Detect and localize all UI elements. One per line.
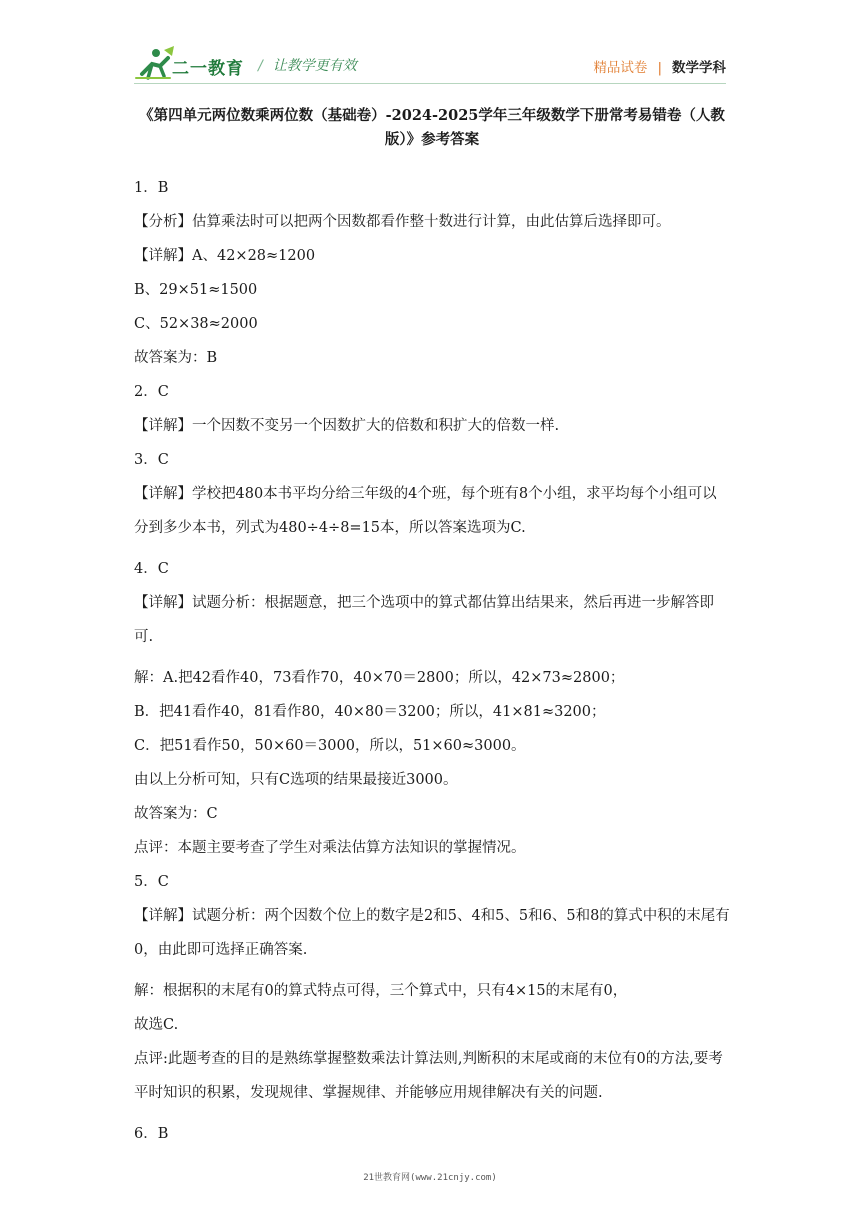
answer-line: 由以上分析可知，只有C选项的结果最接近3000。 (134, 772, 458, 788)
answer-line: 【详解】A、42×28≈1200 (134, 248, 316, 264)
answer-line: 4．C (134, 561, 169, 577)
logo-text: 二一教育 (172, 59, 244, 79)
answer-line: 【详解】一个因数不变另一个因数扩大的倍数和积扩大的倍数一样. (134, 418, 560, 434)
answer-line: 5．C (134, 874, 169, 890)
answer-line: 点评：本题主要考查了学生对乘法估算方法知识的掌握情况。 (134, 840, 526, 856)
slogan-text: 让教学更有效 (272, 58, 357, 74)
answer-line: C．把51看作50，50×60＝3000，所以，51×60≈3000。 (134, 738, 526, 754)
page-footer: 21世教育网(www.21cnjy.com) (363, 1173, 497, 1183)
answer-line: 1．B (134, 180, 169, 196)
answer-line: 3．C (134, 452, 169, 468)
answer-line: 故选C. (134, 1017, 179, 1033)
document-title: 《第四单元两位数乘两位数（基础卷）-2024-2025学年三年级数学下册常考易错卷（人教版）》参考答案 (139, 107, 725, 148)
answer-line: 【详解】学校把480本书平均分给三年级的4个班，每个班有8个小组，求平均每个小组可以分到多少本书，列式为480÷4÷8=15本，所以答案选项为C. (134, 486, 717, 536)
subject-label: 数学学科 (672, 60, 726, 76)
page-header (0, 0, 860, 86)
answer-line: B、29×51≈1500 (134, 282, 258, 298)
header-divider (134, 83, 726, 84)
answer-line: C、52×38≈2000 (134, 316, 258, 332)
answer-line: 解：根据积的末尾有0的算式特点可得，三个算式中，只有4×15的末尾有0， (134, 983, 628, 999)
answer-line: 点评:此题考查的目的是熟练掌握整数乘法计算法则,判断积的末尾或商的末位有0的方法,要考平时知识的积累，发现规律、掌握规律、并能够应用规律解决有关的问题. (134, 1051, 723, 1101)
answer-line: 故答案为：B (134, 350, 218, 366)
answer-body (134, 178, 730, 1158)
answer-line: 【分析】估算乘法时可以把两个因数都看作整十数进行计算，由此估算后选择即可。 (134, 214, 671, 230)
header-tags (593, 56, 726, 76)
answer-line: 2．C (134, 384, 169, 400)
slogan: / 让教学更有效 (258, 58, 357, 74)
premium-label: 精品试卷 (593, 60, 648, 76)
answer-line: 故答案为：C (134, 806, 218, 822)
answer-line: 6．B (134, 1126, 169, 1142)
answer-line: 【详解】试题分析：两个因数个位上的数字是2和5、4和5、5和6、5和8的算式中积的末尾有0，由此即可选择正确答案. (134, 908, 730, 958)
answer-line: 解：A.把42看作40，73看作70，40×70＝2800；所以，42×73≈2800； (134, 670, 625, 686)
answer-line: 【详解】试题分析：根据题意，把三个选项中的算式都估算出结果来，然后再进一步解答即可. (134, 595, 714, 645)
tag-separator: | (657, 60, 662, 76)
answer-line: B．把41看作40，81看作80，40×80＝3200；所以，41×81≈3200； (134, 704, 606, 720)
